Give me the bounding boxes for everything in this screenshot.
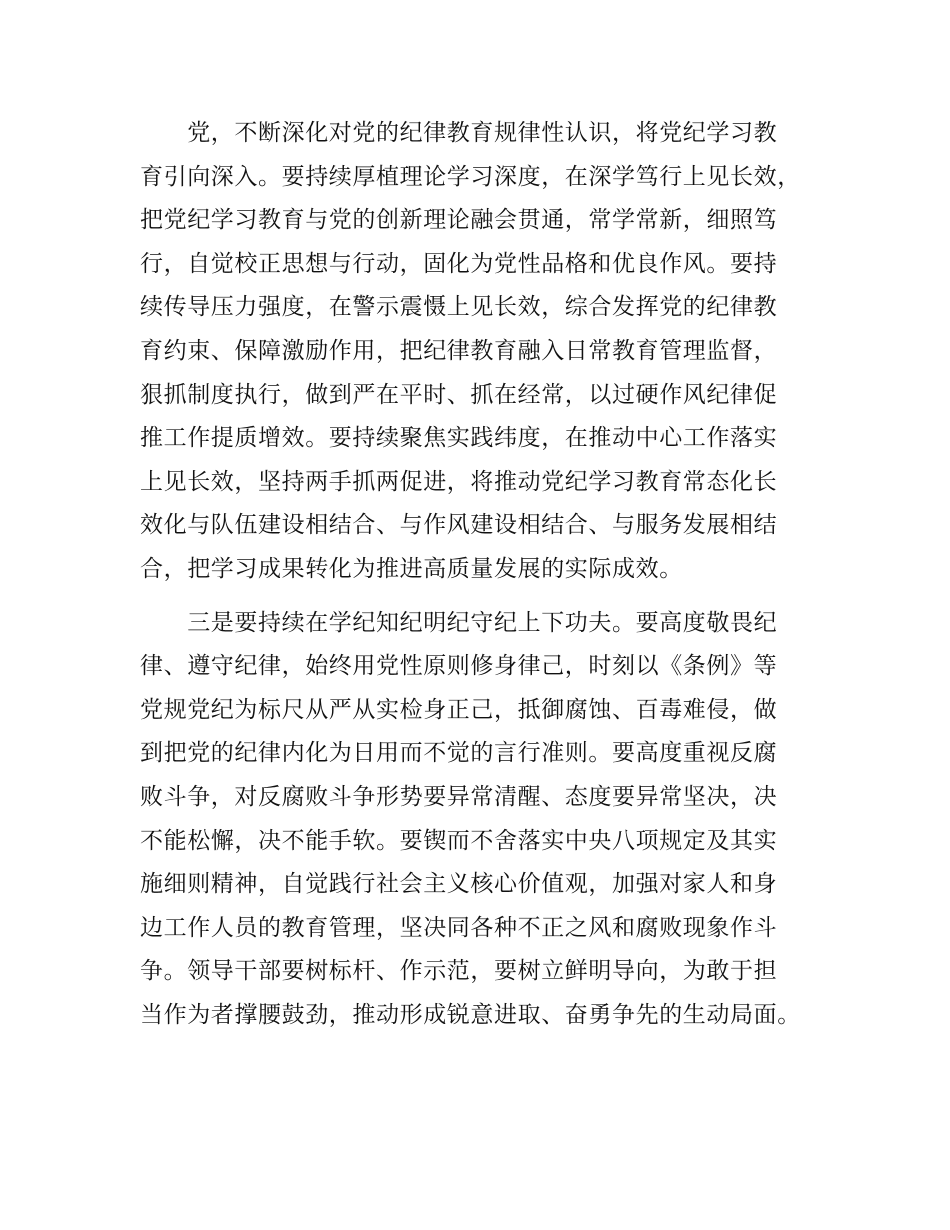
text-line: 党规党纪为标尺从严从实检身正己，抵御腐蚀、百毒难侵，做 xyxy=(140,696,778,723)
text-line: 不能松懈，决不能手软。要锲而不舍落实中央八项规定及其实 xyxy=(140,827,778,854)
text-line: 育约束、保障激励作用，把纪律教育融入日常教育管理监督， xyxy=(140,337,778,364)
text-line: 上见长效，坚持两手抓两促进，将推动党纪学习教育常态化长 xyxy=(140,468,778,495)
text-line: 合，把学习成果转化为推进高质量发展的实际成效。 xyxy=(140,555,683,582)
text-line: 边工作人员的教育管理，坚决同各种不正之风和腐败现象作斗 xyxy=(140,914,778,941)
text-line: 续传导压力强度，在警示震慑上见长效，综合发挥党的纪律教 xyxy=(140,294,778,321)
text-line: 律、遵守纪律，始终用党性原则修身律己，时刻以《条例》等 xyxy=(140,653,778,680)
text-line: 育引向深入。要持续厚植理论学习深度，在深学笃行上见长效， xyxy=(140,163,801,190)
text-line: 争。领导干部要树标杆、作示范，要树立鲜明导向，为敢于担 xyxy=(140,958,778,985)
text-line: 推工作提质增效。要持续聚焦实践纬度，在推动中心工作落实 xyxy=(140,425,778,452)
text-line: 败斗争，对反腐败斗争形势要异常清醒、态度要异常坚决，决 xyxy=(140,783,778,810)
document-body xyxy=(140,112,830,1037)
text-line: 到把党的纪律内化为日用而不觉的言行准则。要高度重视反腐 xyxy=(140,740,778,767)
text-line: 当作为者撑腰鼓劲，推动形成锐意进取、奋勇争先的生动局面。 xyxy=(140,1001,801,1028)
text-line: 把党纪学习教育与党的创新理论融会贯通，常学常新，细照笃 xyxy=(140,207,778,234)
text-line: 党，不断深化对党的纪律教育规律性认识，将党纪学习教 xyxy=(140,120,778,146)
paragraph-2 xyxy=(140,602,830,1038)
text-line: 行，自觉校正思想与行动，固化为党性品格和优良作风。要持 xyxy=(140,250,778,277)
text-line: 狠抓制度执行，做到严在平时、抓在经常，以过硬作风纪律促 xyxy=(140,381,778,408)
text-line: 三是要持续在学纪知纪明纪守纪上下功夫。要高度敬畏纪 xyxy=(140,609,778,636)
text-line: 效化与队伍建设相结合、与作风建设相结合、与服务发展相结 xyxy=(140,512,778,539)
text-line: 施细则精神，自觉践行社会主义核心价值观，加强对家人和身 xyxy=(140,871,778,898)
paragraph-1 xyxy=(140,112,830,592)
paragraph-spacer xyxy=(140,592,830,602)
